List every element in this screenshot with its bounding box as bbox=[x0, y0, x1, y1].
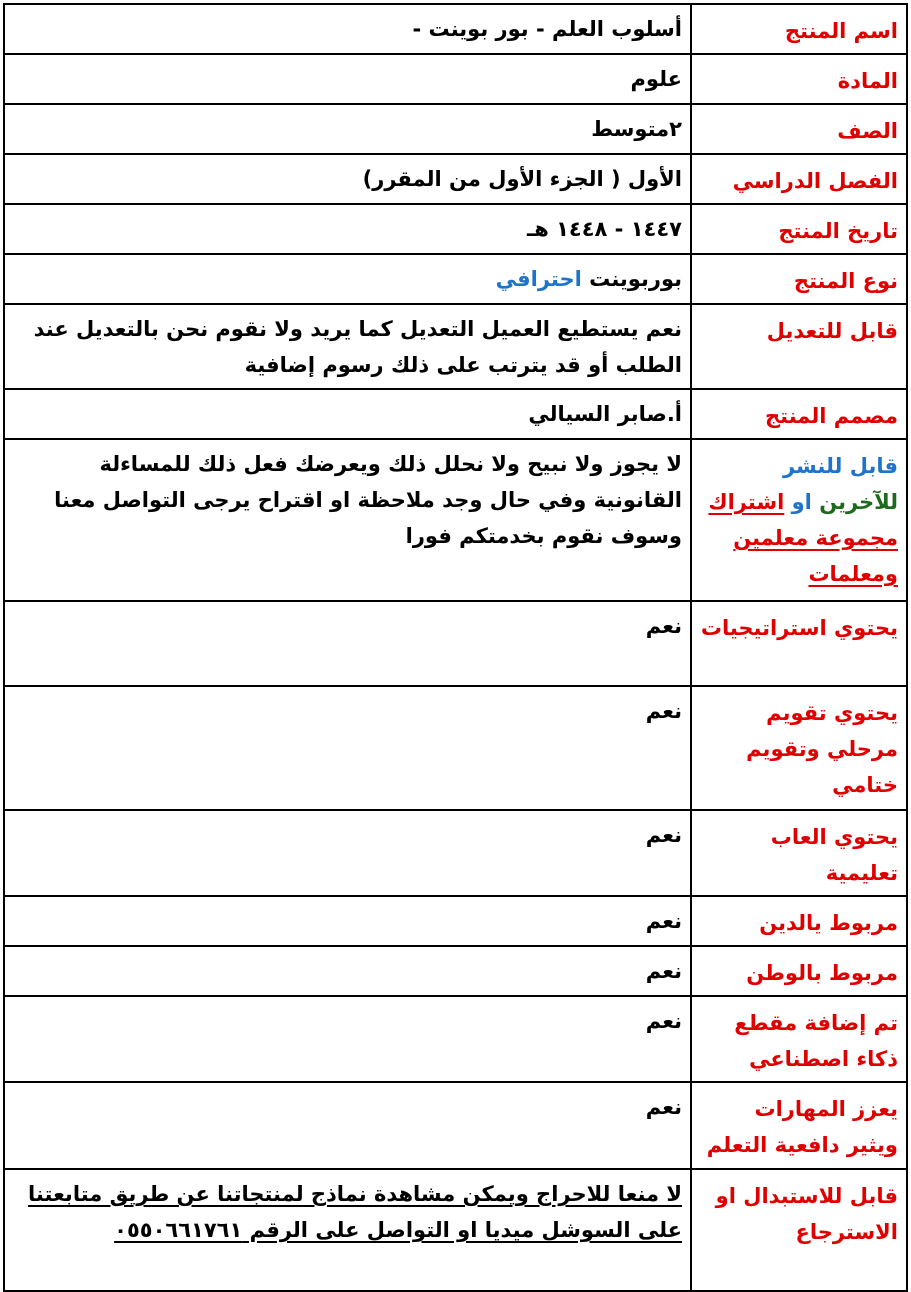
label-grade: الصف bbox=[691, 104, 907, 154]
label-publish bbox=[691, 439, 907, 601]
label-product-name: اسم المنتج bbox=[691, 4, 907, 54]
row-publish bbox=[4, 439, 907, 601]
value-games: نعم bbox=[4, 810, 691, 896]
row-product-name bbox=[4, 4, 907, 54]
label-type: نوع المنتج bbox=[691, 254, 907, 304]
value-religion: نعم bbox=[4, 896, 691, 946]
value-grade: ٢متوسط bbox=[4, 104, 691, 154]
value-subject: علوم bbox=[4, 54, 691, 104]
row-games bbox=[4, 810, 907, 896]
label-publish-part4: اشتراك مجموعة معلمين ومعلمات bbox=[708, 490, 898, 586]
value-skills: نعم bbox=[4, 1082, 691, 1169]
label-semester: الفصل الدراسي bbox=[691, 154, 907, 204]
value-publish: لا يجوز ولا نبيح ولا نحلل ذلك ويعرضك فعل ذلك للمساءلة القانونية وفي حال وجد ملاحظة او اقتراح يرجى التواصل معنا وسوف نقوم بخدمتكم فورا bbox=[4, 439, 691, 601]
row-skills bbox=[4, 1082, 907, 1169]
value-homeland: نعم bbox=[4, 946, 691, 996]
product-info-table bbox=[3, 3, 908, 1292]
row-religion bbox=[4, 896, 907, 946]
row-homeland bbox=[4, 946, 907, 996]
label-ai: تم إضافة مقطع ذكاء اصطناعي bbox=[691, 996, 907, 1082]
label-skills: يعزز المهارات ويثير دافعية التعلم bbox=[691, 1082, 907, 1169]
value-product-name: أسلوب العلم - بور بوينت - bbox=[4, 4, 691, 54]
label-homeland: مربوط بالوطن bbox=[691, 946, 907, 996]
row-date bbox=[4, 204, 907, 254]
value-date: ١٤٤٧ - ١٤٤٨ هـ bbox=[4, 204, 691, 254]
row-ai bbox=[4, 996, 907, 1082]
label-publish-part2: للآخرين bbox=[819, 490, 898, 514]
label-designer: مصمم المنتج bbox=[691, 389, 907, 439]
row-semester bbox=[4, 154, 907, 204]
value-semester: الأول ( الجزء الأول من المقرر) bbox=[4, 154, 691, 204]
value-type-highlight: احترافي bbox=[495, 267, 582, 291]
label-publish-part1: قابل للنشر bbox=[782, 454, 898, 478]
label-religion: مربوط يالدين bbox=[691, 896, 907, 946]
label-subject: المادة bbox=[691, 54, 907, 104]
row-exchange bbox=[4, 1169, 907, 1291]
row-editable bbox=[4, 304, 907, 389]
value-type bbox=[4, 254, 691, 304]
label-date: تاريخ المنتج bbox=[691, 204, 907, 254]
row-grade bbox=[4, 104, 907, 154]
value-editable: نعم يستطيع العميل التعديل كما يريد ولا نقوم نحن بالتعديل عند الطلب أو قد يترتب على ذلك رسوم إضافية bbox=[4, 304, 691, 389]
row-strategies bbox=[4, 601, 907, 686]
row-subject bbox=[4, 54, 907, 104]
value-type-plain: بوربوينت bbox=[589, 267, 682, 291]
row-designer bbox=[4, 389, 907, 439]
label-publish-part3: او bbox=[791, 490, 812, 514]
value-designer: أ.صابر السيالي bbox=[4, 389, 691, 439]
value-exchange[interactable]: لا منعا للاحراج ويمكن مشاهدة نماذج لمنتجاتنا عن طريق متابعتنا على السوشل ميديا او التواصل على الرقم ٠٥٥٠٦٦١٧٦١ bbox=[4, 1169, 691, 1291]
value-ai: نعم bbox=[4, 996, 691, 1082]
label-editable: قابل للتعديل bbox=[691, 304, 907, 389]
label-games: يحتوي العاب تعليمية bbox=[691, 810, 907, 896]
row-type bbox=[4, 254, 907, 304]
row-assessment bbox=[4, 686, 907, 810]
label-strategies: يحتوي استراتيجيات bbox=[691, 601, 907, 686]
label-exchange: قابل للاستبدال او الاسترجاع bbox=[691, 1169, 907, 1291]
value-assessment: نعم bbox=[4, 686, 691, 810]
value-strategies: نعم bbox=[4, 601, 691, 686]
product-info-sheet bbox=[3, 3, 908, 1292]
label-assessment: يحتوي تقويم مرحلي وتقويم ختامي bbox=[691, 686, 907, 810]
